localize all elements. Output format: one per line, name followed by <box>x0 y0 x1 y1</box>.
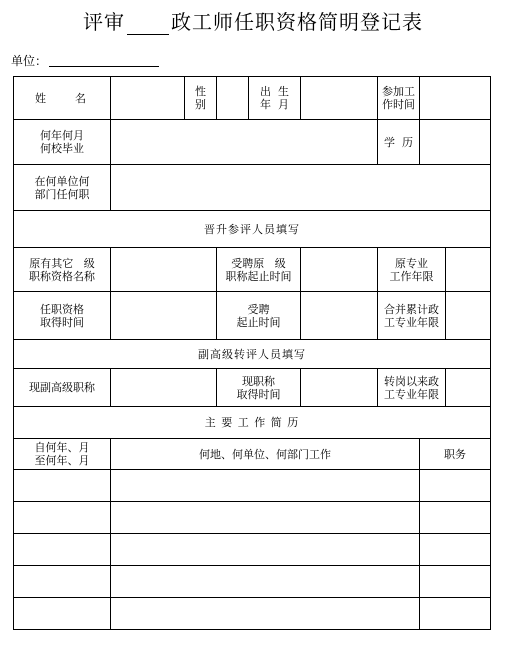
unit-input-line[interactable] <box>49 66 159 67</box>
current-senior-label: 现副高级职称 <box>14 369 111 407</box>
post-transfer-years-label: 转岗以来政 工专业年限 <box>378 369 446 407</box>
work-history-section-header: 主 要 工 作 简 历 <box>14 407 491 439</box>
table-row <box>14 598 491 630</box>
position-row <box>14 165 491 211</box>
work-history-header-row <box>14 439 491 470</box>
qualification-row <box>14 292 491 340</box>
unit-field <box>11 52 47 69</box>
current-senior-value-cell[interactable] <box>111 369 217 407</box>
history-duty-header: 职务 <box>420 439 491 470</box>
position-label: 在何单位何 部门任何职 <box>14 165 111 211</box>
history-period-cell[interactable] <box>14 502 111 534</box>
history-period-cell[interactable] <box>14 598 111 630</box>
gender-label: 性 别 <box>185 77 217 120</box>
title-level-blank[interactable] <box>127 14 169 35</box>
total-years-label: 合并累计政 工专业年限 <box>378 292 446 340</box>
history-period-header: 自何年、月 至何年、月 <box>14 439 111 470</box>
history-place-cell[interactable] <box>111 534 420 566</box>
major-years-value-cell[interactable] <box>446 248 491 292</box>
position-value-cell[interactable] <box>111 165 491 211</box>
total-years-value-cell[interactable] <box>446 292 491 340</box>
transfer-section-header: 副高级转评人员填写 <box>14 340 491 369</box>
title-prefix: 评审 <box>83 10 125 34</box>
history-period-cell[interactable] <box>14 470 111 502</box>
name-value-cell[interactable] <box>111 77 185 120</box>
form-title <box>0 6 506 35</box>
history-duty-cell[interactable] <box>420 502 491 534</box>
history-duty-cell[interactable] <box>420 598 491 630</box>
qualification-date-value-cell[interactable] <box>111 292 217 340</box>
table-row <box>14 534 491 566</box>
unit-label: 单位： <box>11 54 48 68</box>
promotion-section-row <box>14 211 491 248</box>
table-row <box>14 502 491 534</box>
post-transfer-years-value-cell[interactable] <box>446 369 491 407</box>
work-start-value-cell[interactable] <box>420 77 491 120</box>
work-start-label: 参加工 作时间 <box>378 77 420 120</box>
history-duty-cell[interactable] <box>420 534 491 566</box>
major-years-label: 原专业 工作年限 <box>378 248 446 292</box>
hire-period-label: 受聘原 级 职称起止时间 <box>217 248 301 292</box>
education-label: 学 历 <box>378 120 420 165</box>
graduation-row <box>14 120 491 165</box>
graduation-label: 何年何月 何校毕业 <box>14 120 111 165</box>
table-row <box>14 566 491 598</box>
original-title-value-cell[interactable] <box>111 248 217 292</box>
birth-value-cell[interactable] <box>301 77 378 120</box>
hire-period-value-cell[interactable] <box>301 248 378 292</box>
history-place-cell[interactable] <box>111 470 420 502</box>
current-title-date-value-cell[interactable] <box>301 369 378 407</box>
transfer-section-row <box>14 340 491 369</box>
history-period-cell[interactable] <box>14 534 111 566</box>
basic-info-row <box>14 77 491 120</box>
original-title-row <box>14 248 491 292</box>
promotion-section-header: 晋升参评人员填写 <box>14 211 491 248</box>
history-place-cell[interactable] <box>111 566 420 598</box>
history-place-cell[interactable] <box>111 598 420 630</box>
work-history-section-row <box>14 407 491 439</box>
registration-table <box>13 76 491 630</box>
current-title-date-label: 现职称 取得时间 <box>217 369 301 407</box>
history-place-header: 何地、何单位、何部门工作 <box>111 439 420 470</box>
education-value-cell[interactable] <box>420 120 491 165</box>
history-period-cell[interactable] <box>14 566 111 598</box>
table-row <box>14 470 491 502</box>
graduation-value-cell[interactable] <box>111 120 378 165</box>
current-senior-row <box>14 369 491 407</box>
history-duty-cell[interactable] <box>420 566 491 598</box>
name-label: 姓 名 <box>14 77 111 120</box>
history-place-cell[interactable] <box>111 502 420 534</box>
birth-label: 出 生 年 月 <box>249 77 301 120</box>
history-duty-cell[interactable] <box>420 470 491 502</box>
hire-dates-label: 受聘 起止时间 <box>217 292 301 340</box>
hire-dates-value-cell[interactable] <box>301 292 378 340</box>
gender-value-cell[interactable] <box>217 77 249 120</box>
title-suffix: 政工师任职资格简明登记表 <box>171 10 423 34</box>
qualification-date-label: 任职资格 取得时间 <box>14 292 111 340</box>
original-title-label: 原有其它 级 职称资格名称 <box>14 248 111 292</box>
